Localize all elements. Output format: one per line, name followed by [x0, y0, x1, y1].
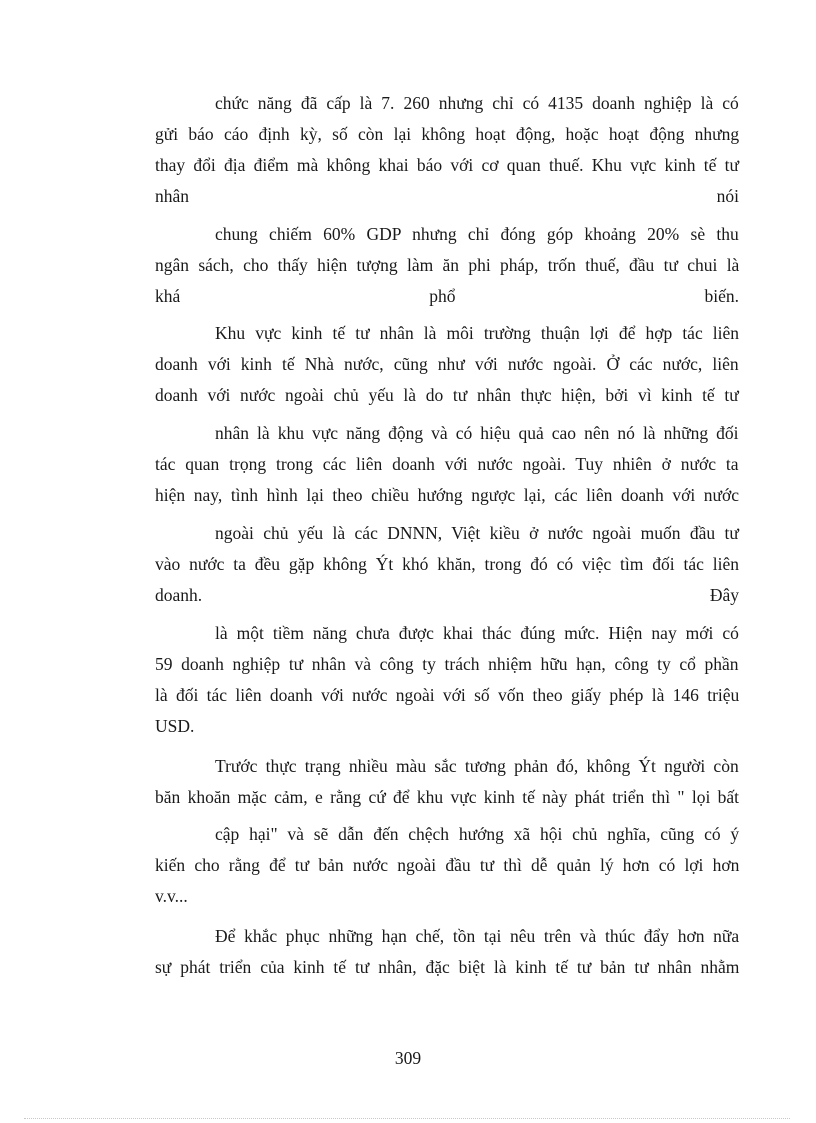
text-line: tác quan trọng trong các liên doanh với nước ngoài. Tuy nhiên ở nước ta — [155, 454, 739, 474]
text-line-spread — [155, 185, 739, 207]
page-number: 309 — [394, 1048, 422, 1068]
text-line: ngoài chủ yếu là các DNNN, Việt kiều ở nước ngoài muốn đầu tư — [215, 523, 739, 543]
text-line: nhân là khu vực năng động và có hiệu quả cao nên nó là những đối — [215, 423, 739, 443]
word: phổ — [429, 286, 456, 306]
word: doanh. — [155, 585, 203, 605]
text-line: USD. — [155, 716, 195, 736]
word: nói — [716, 186, 739, 206]
text-line: doanh với kinh tế Nhà nước, cũng như với nước ngoài. Ở các nước, liên — [155, 354, 739, 374]
text-line: cập hại" và sẽ dẫn đến chệch hướng xã hội chủ nghĩa, cũng có ý — [215, 824, 740, 844]
text-line: là một tiềm năng chưa được khai thác đúng mức. Hiện nay mới có — [215, 623, 739, 643]
page-bottom-divider — [24, 1118, 790, 1119]
word: Đây — [709, 585, 739, 605]
text-line: v.v... — [155, 886, 188, 906]
text-line: doanh với nước ngoài chủ yếu là do tư nhân thực hiện, bởi vì kinh tế tư — [155, 385, 739, 405]
word: nhân — [155, 186, 190, 206]
text-line: là đối tác liên doanh với nước ngoài với số vốn theo giấy phép là 146 triệu — [155, 685, 740, 705]
text-line: gửi báo cáo định kỳ, số còn lại không hoạt động, hoặc hoạt động nhưng — [155, 124, 740, 144]
word: biến. — [704, 286, 739, 306]
text-line-spread — [155, 285, 739, 307]
text-line: Khu vực kinh tế tư nhân là môi trường thuận lợi để hợp tác liên — [215, 323, 740, 343]
text-line: Để khắc phục những hạn chế, tồn tại nêu trên và thúc đẩy hơn nữa — [215, 926, 740, 946]
text-line: vào nước ta đều gặp không Ýt khó khăn, trong đó có việc tìm đối tác liên — [155, 554, 740, 574]
text-line: ngân sách, cho thấy hiện tượng làm ăn phi pháp, trốn thuế, đầu tư chui là — [155, 255, 740, 275]
text-line: chức năng đã cấp là 7. 260 nhưng chỉ có 4135 doanh nghiệp là có — [215, 93, 739, 113]
text-line: chung chiếm 60% GDP nhưng chỉ đóng góp khoảng 20% sè thu — [215, 224, 739, 244]
text-line: hiện nay, tình hình lại theo chiều hướng ngược lại, các liên doanh với nước — [155, 485, 740, 505]
text-line: băn khoăn mặc cảm, e rằng cứ để khu vực kinh tế này phát triển thì " lọi bất — [155, 787, 740, 807]
text-line-spread — [155, 584, 739, 606]
text-line: 59 doanh nghiệp tư nhân và công ty trách nhiệm hữu hạn, công ty cổ phần — [155, 654, 739, 674]
text-line: kiến cho rằng để tư bản nước ngoài đầu tư thì dễ quản lý hơn có lợi hơn — [155, 855, 740, 875]
text-line: thay đổi địa điểm mà không khai báo với cơ quan thuế. Khu vực kinh tế tư — [155, 155, 740, 175]
text-line: Trước thực trạng nhiều màu sắc tương phản đó, không Ýt người còn — [215, 756, 739, 776]
text-line: sự phát triển của kinh tế tư nhân, đặc biệt là kinh tế tư bản tư nhân nhằm — [155, 957, 740, 977]
word: khá — [155, 286, 181, 306]
